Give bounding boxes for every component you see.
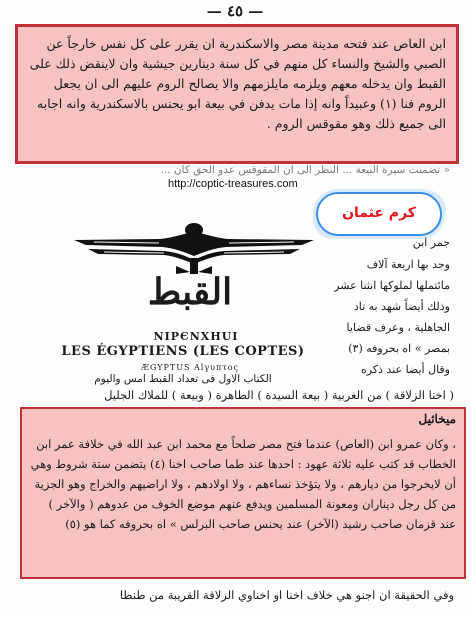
faint-text-line: « تضمنت سيرة البيعة ... النظر الى ان المقوقس عدو الحق كان ... bbox=[160, 164, 450, 176]
winged-sun-emblem-icon bbox=[64, 222, 324, 276]
quote-text: ابن العاص عند فتحه مدينة مصر والاسكندرية ان يقرر على كل نفس خارجاً عن الصبي والشيخ والنساء كل منهم في كل سنة دينارين جيشية وان لاينقض ذلك على القبط وان يدخله معهم ويلزمه مايلزمهم والا يصالح الروم عليهم الى ان يجعل الروم فنا (١) وعبيداً وانه إذا مات يدفن في بيعة ابو يحنس بالاسكندرية وانه اجابه الى جميع ذلك وهو مقوقس الروم . bbox=[29, 36, 446, 131]
side-text-line: وقال أيضا عند ذكره bbox=[360, 363, 450, 376]
page-number: — ٤٥ — bbox=[206, 2, 264, 20]
book-cover-title: القبط bbox=[147, 271, 233, 313]
body-text-line: ( اخنا الزلاقة ) من الغربية ( بيعة السيدة ) الطاهرة ( وبيعة ) للملاك الجليل bbox=[104, 388, 454, 402]
author-name-cloud: كرم عثمان bbox=[316, 192, 442, 236]
website-url: http://coptic-treasures.com bbox=[168, 178, 298, 190]
side-text-line: وذلك أيضاً شهد به تاد bbox=[353, 300, 450, 313]
excerpt-text: ، وكان عمرو ابن (العاص) عندما فتح مصر صلحاً مع محمد ابن عبد الله في خلافة عمر ابن الخطاب قد كتب عليه ثلاثة عهود : احدها عند طما صاحب اخنا (٤) يتضمن ستة شروط وهي أن لايخرجوا من ديارهم ، ولا يتؤخذ نساءهم ، ولا اولادهم ، ولا اراضيهم والخراج وهو الجزية من كل رجل ديناران ومعونة المسلمين ويدفع عنهم موضع الخوف من عدوهم ( والآخر ) عند قزمان صاحب رشيد (الآخر) عند يحنس صاحب البرلس » اه بحروفه كما هو (٥) bbox=[30, 437, 456, 531]
side-text-line: بمصر » اه بحروفه (٣) bbox=[348, 342, 450, 355]
excerpt-heading: ميخائيل bbox=[418, 412, 456, 426]
latin-subtitle: ÆGYPTUS Aĭγυπτος bbox=[141, 363, 239, 372]
body-text-line: وفي الحقيقة ان اجنو هي خلاف اخنا او اخناوي الزلاقة القريبة من طنطا bbox=[119, 588, 454, 602]
side-text-line: مائتملها لملوكها انثنا عشر bbox=[334, 279, 450, 292]
side-text-line: وجد بها اربعة آلاف bbox=[366, 258, 450, 271]
side-text-line: الجاهلية ، وعرف قضايا bbox=[346, 321, 450, 334]
coptic-title: NIPЄNXHUI bbox=[153, 330, 239, 343]
book-subtitle: الكتاب الاول فى تعداد القبط امس واليوم bbox=[94, 373, 272, 385]
french-title: LES ÉGYPTIENS (LES COPTES) bbox=[61, 344, 305, 359]
side-text-line: جمر ابن bbox=[412, 236, 450, 249]
